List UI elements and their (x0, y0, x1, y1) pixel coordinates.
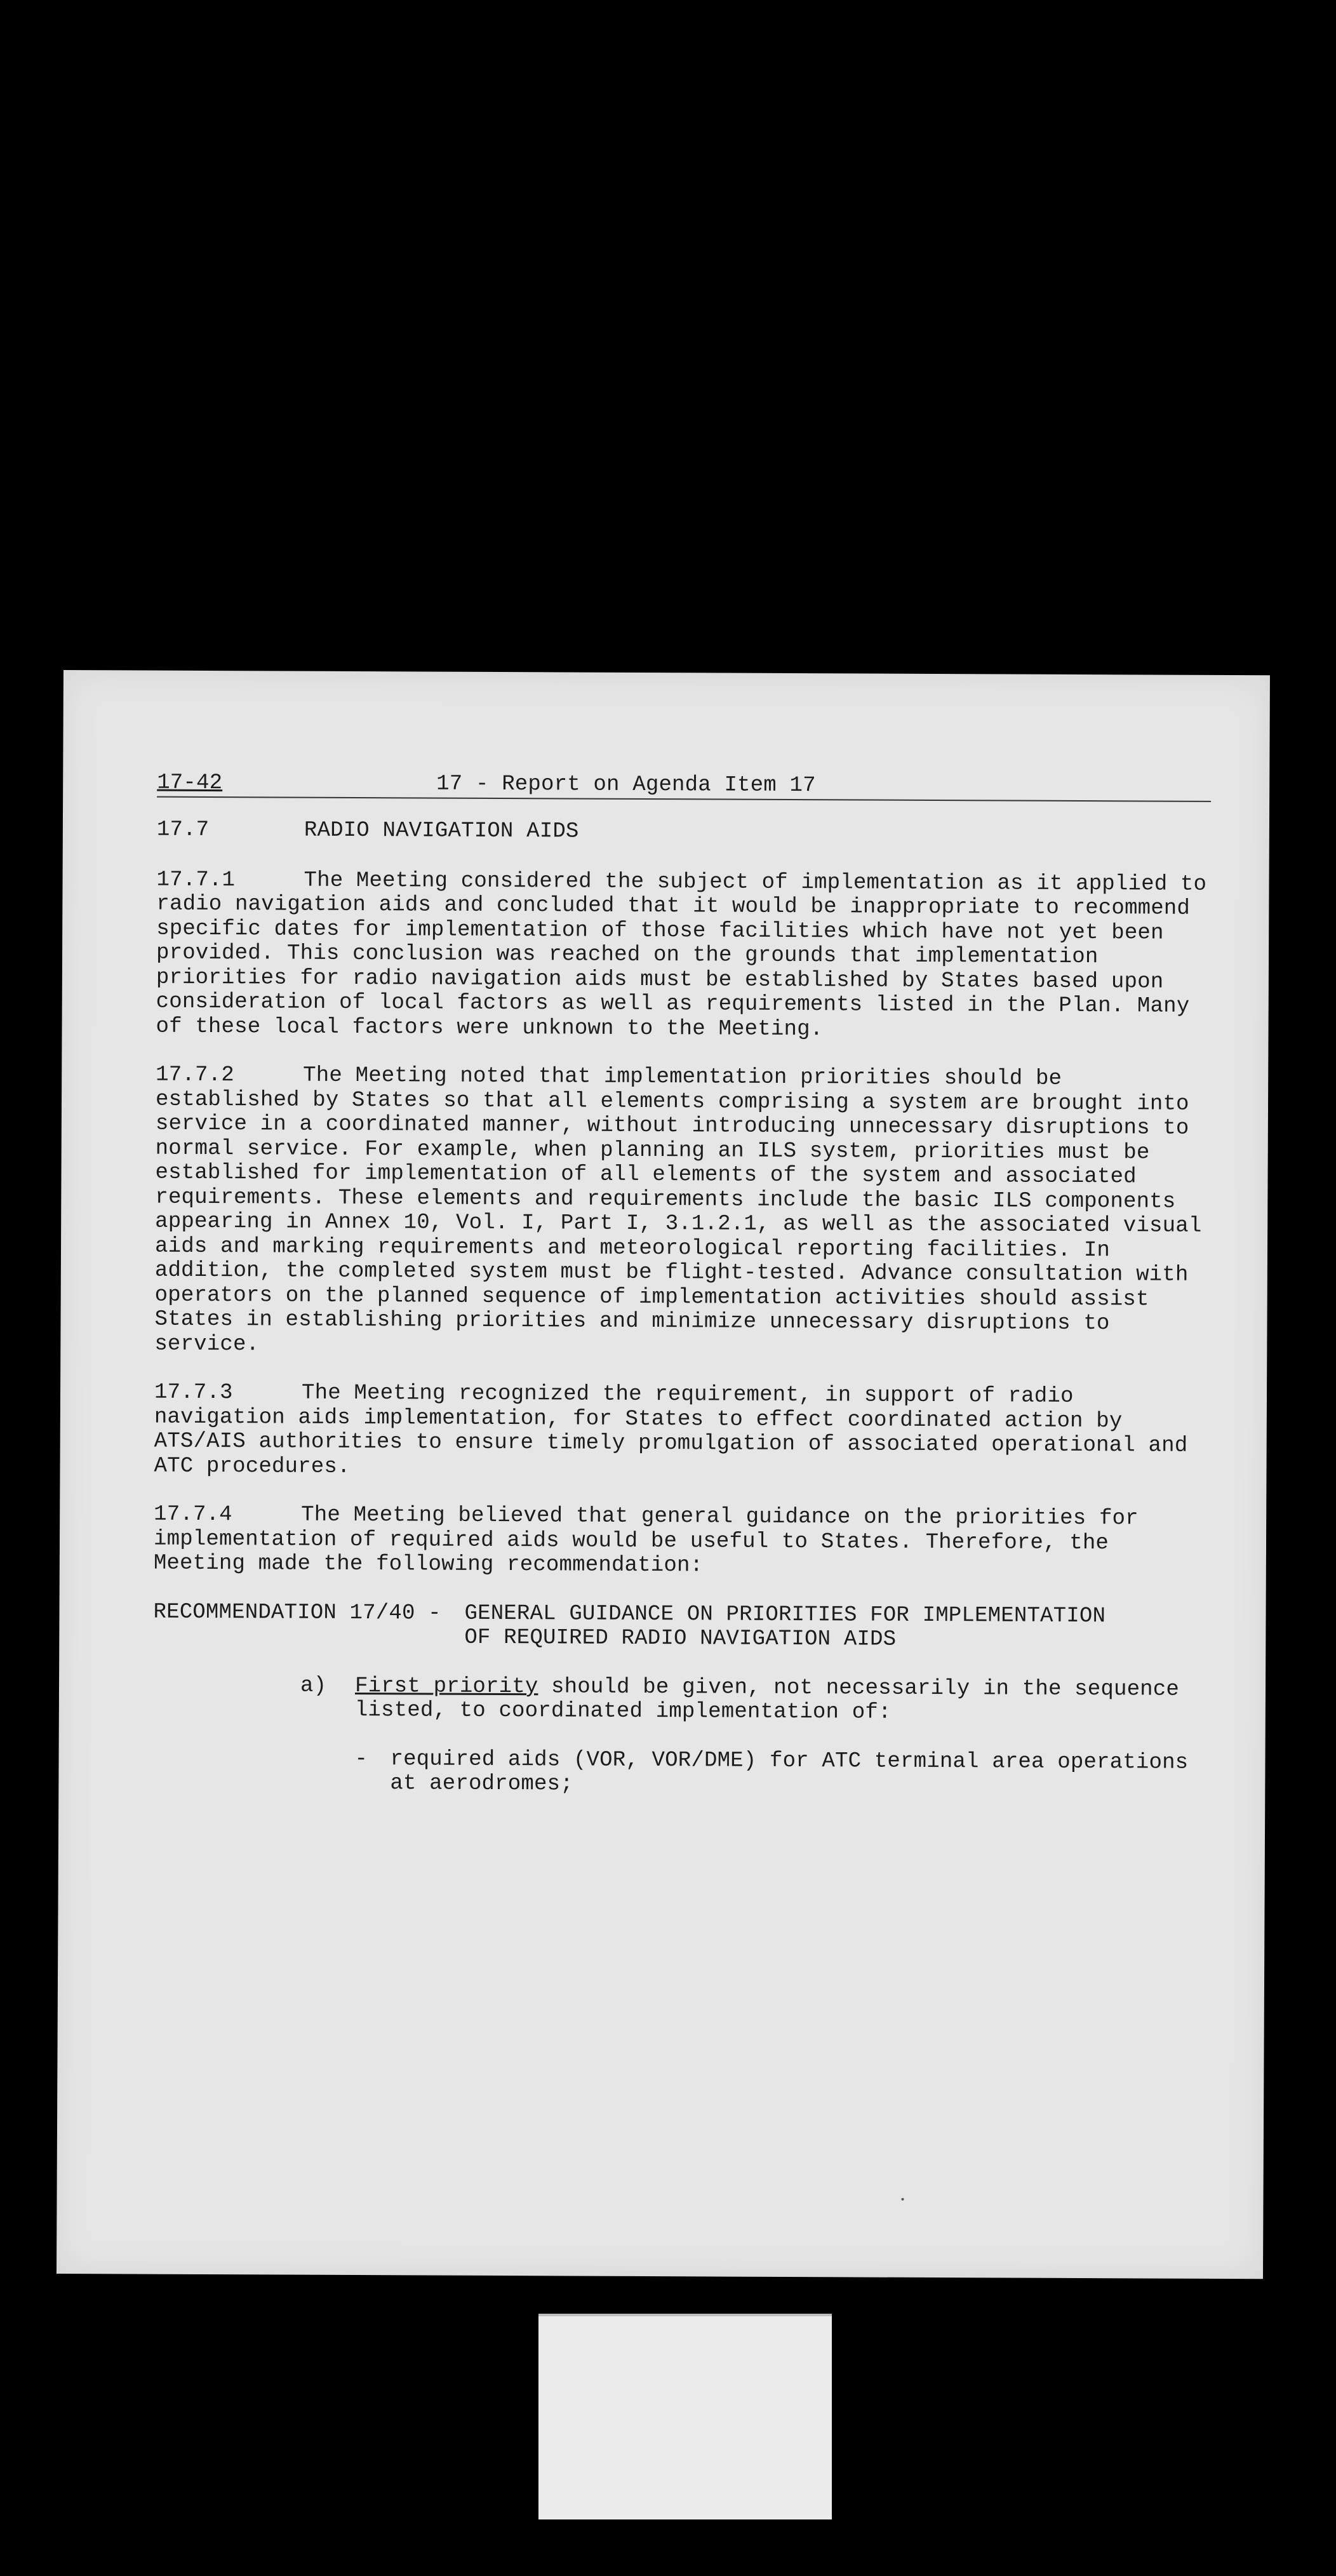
paragraph-text: The Meeting considered the subject of implementation as it applied to radio navigation aids and concluded that it would be inappropriate to recommend specific dates for implementation of those facilities which have not yet been provided. This conclusion was reached on the grounds that implementation priorities for radio navigation aids must be established by States based upon consideration of local factors as well as requirements listed in the Plan. Many of these local factors were unknown to the Meeting. (156, 868, 1207, 1042)
section-heading (157, 818, 1211, 847)
header-title: 17 - Report on Agenda Item 17 (436, 772, 816, 798)
paragraph-17-7-3 (154, 1381, 1208, 1483)
paragraph-17-7-1 (156, 868, 1210, 1043)
recommendation-title-line-2: OF REQUIRED RADIO NAVIGATION AIDS (464, 1625, 897, 1652)
paragraph-17-7-2 (154, 1063, 1210, 1361)
bullet-text: required aids (VOR, VOR/DME) for ATC terminal area operations at aerodromes; (390, 1747, 1189, 1797)
item-marker: a) (300, 1674, 327, 1698)
recommendation-heading (153, 1600, 1207, 1653)
blank-card (538, 2314, 832, 2519)
page-content (152, 771, 1211, 1800)
recommendation-title-line-1: GENERAL GUIDANCE ON PRIORITIES FOR IMPLEMENTATION (464, 1601, 1106, 1628)
item-text: should be given, not necessarily in the sequence listed, to coordinated implementation of: (354, 1674, 1180, 1725)
document-page (57, 670, 1270, 2279)
paragraph-17-7-4 (154, 1503, 1208, 1581)
paragraph-text: The Meeting recognized the requirement, in support of radio navigation aids implementation, for States to effect coordinated action by ATS/AIS authorities to ensure timely promulgation of associated operational and ATC procedures. (154, 1381, 1188, 1479)
bullet-dash: - (354, 1747, 368, 1771)
recommendation-title (464, 1601, 1207, 1653)
running-header (157, 771, 1211, 802)
section-title: RADIO NAVIGATION AIDS (304, 818, 579, 844)
section-number: 17.7 (156, 817, 210, 843)
paragraph-number: 17.7.2 (156, 1063, 234, 1088)
paragraph-text: The Meeting believed that general guidance on the priorities for implementation of required aids would be useful to States. Therefore, the Meeting made the following recommendation: (153, 1503, 1139, 1578)
recommendation-bullet-1 (354, 1747, 1206, 1800)
item-emphasis: First priority (354, 1674, 538, 1699)
paragraph-number: 17.7.4 (154, 1502, 232, 1527)
page-number: 17-42 (157, 770, 223, 796)
paragraph-number: 17.7.1 (156, 868, 236, 892)
paragraph-number: 17.7.3 (154, 1380, 233, 1405)
scan-speck (901, 2198, 904, 2201)
recommendation-label: RECOMMENDATION 17/40 - (153, 1600, 441, 1626)
recommendation-item-a (300, 1674, 1207, 1726)
paragraph-text: The Meeting noted that implementation priorities should be established by States so that all elements comprising a system are brought into service in a coordinated manner, without introducing unnecessary disruptions to normal service. For example, when planning an ILS system, priorities must be established for implementation of all elements of the system and associated requirements. These elements and requirements include the basic ILS components appearing in Annex 10, Vol. I, Part I, 3.1.2.1, as well as the associated visual aids and marking requirements and meteorological reporting facilities. In addition, the completed system must be flight-tested. Advance consultation with operators on the planned sequence of implementation activities should assist States in establishing priorities and minimize unnecessary disruptions to service. (154, 1063, 1202, 1357)
